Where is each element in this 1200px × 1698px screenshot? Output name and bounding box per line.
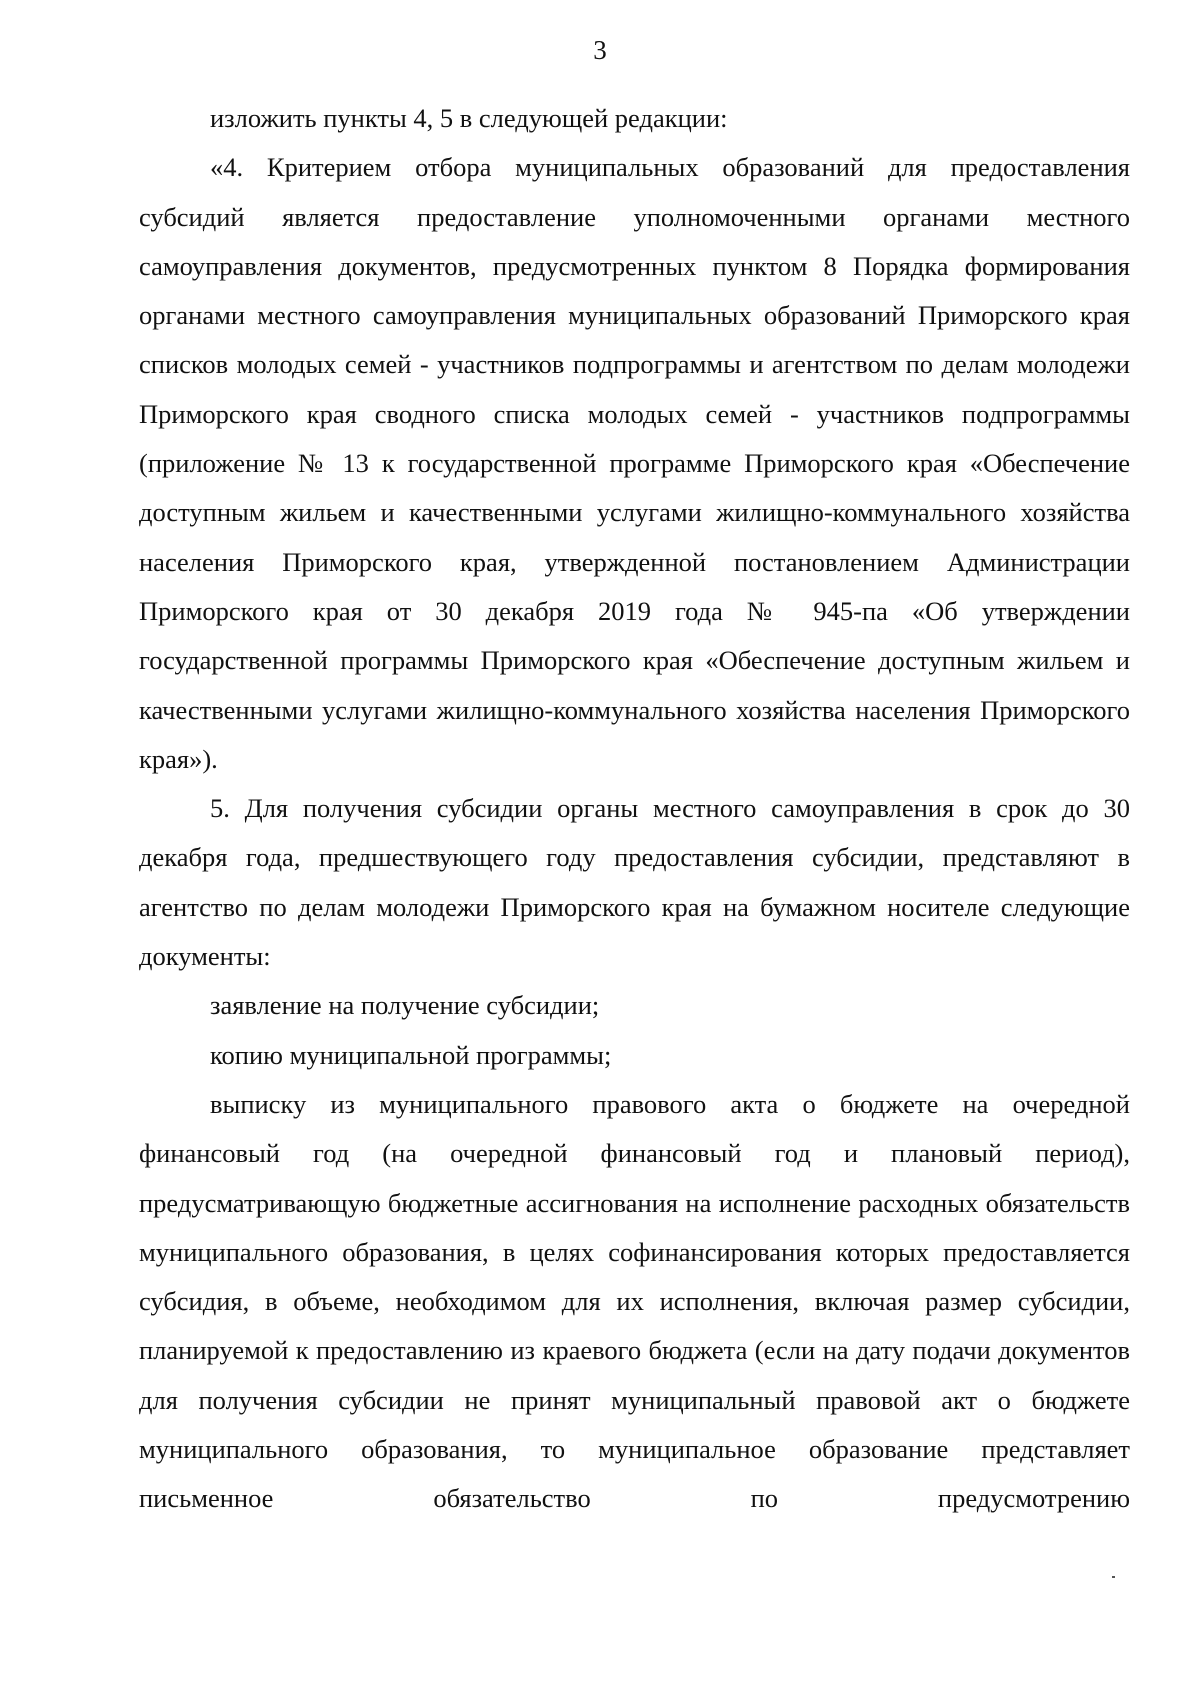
paragraph-item-5: 5. Для получения субсидии органы местного самоуправления в срок до 30 декабря года, предшествующего году предоставления субсидии, представляют в агентство по делам молодежи Приморского края на бумажном носителе следующие документы: [139,793,1130,972]
paragraph-item-4: «4. Критерием отбора муниципальных образований для предоставления субсидий является предоставление уполномоченными органами местного самоуправления документов, предусмотренных пунктом 8 Порядка формирования органами местного самоуправления муниципальных образований Приморского края списков молодых семей - участников подпрограммы и агентством по делам молодежи Приморского края сводного списка молодых семей - участников подпрограммы (приложение № 13 к государственной программе Приморского края «Обеспечение доступным жильем и качественными услугами жилищно-коммунального хозяйства населения Приморского края, утвержденной постановлением Администрации Приморского края от 30 декабря 2019 года № 945-па «Об утверждении государственной программы Приморского края «Обеспечение доступным жильем и качественными услугами жилищно-коммунального хозяйства населения Приморского края»). [139,152,1130,774]
paragraph-application: заявление на получение субсидии; [210,990,600,1021]
document-body [139,94,1130,1524]
paragraph-program-copy: копию муниципальной программы; [210,1039,612,1070]
scan-artifact [1112,1576,1115,1578]
paragraph-budget-extract: выписку из муниципального правового акта о бюджете на очередной финансовый год (на очередной финансовый год и плановый период), предусматривающую бюджетные ассигнования на исполнение расходных обязательств муниципального образования, в целях софинансирования которых предоставляется субсидия, в объеме, необходимом для их исполнения, включая размер субсидии, планируемой к предоставлению из краевого бюджета (если на дату подачи документов для получения субсидии не принят муниципальный правовой акт о бюджете муниципального образования, то муниципальное образование представляет письменное обязательство по предусмотрению [139,1088,1130,1514]
page-number: 3 [593,35,607,65]
paragraph-intro: изложить пункты 4, 5 в следующей редакции: [210,103,728,133]
